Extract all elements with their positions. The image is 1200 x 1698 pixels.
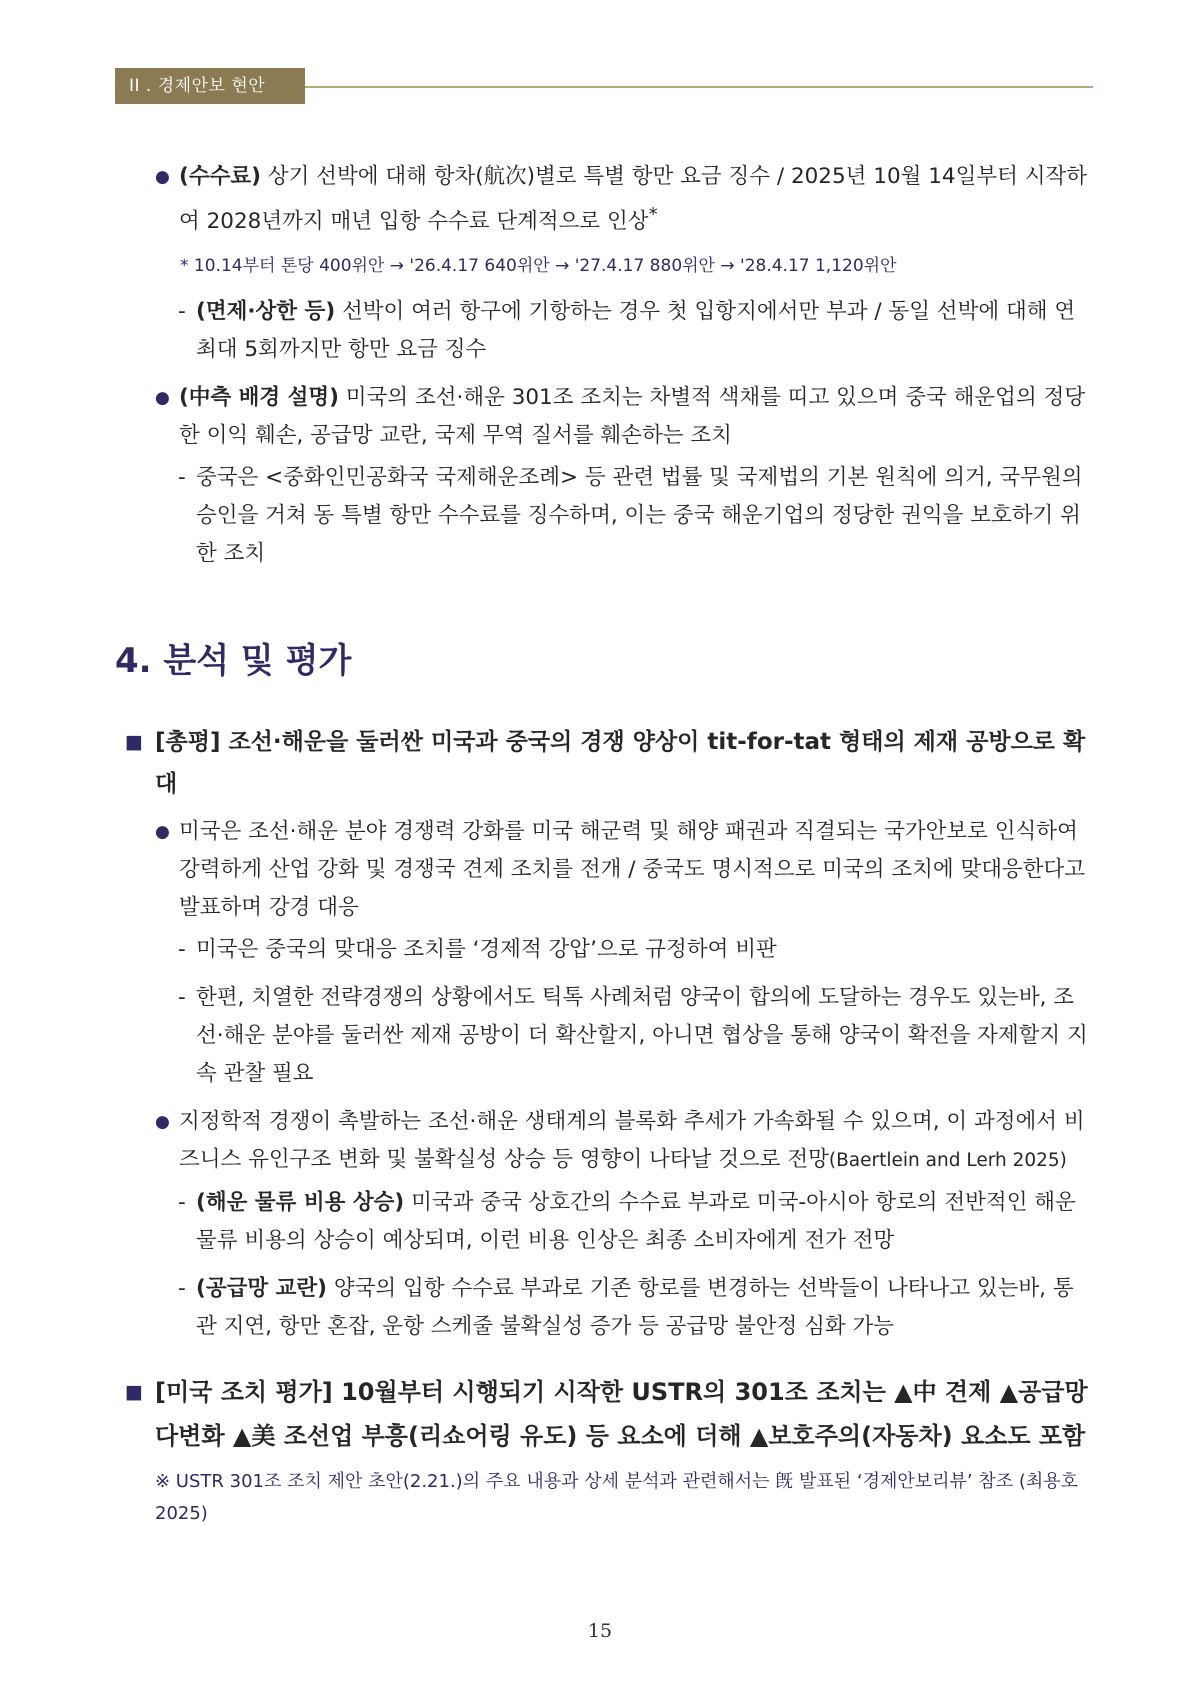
dash-label: (면제·상한 등) bbox=[196, 299, 336, 325]
us-measure-evaluation-heading bbox=[125, 1370, 1093, 1458]
dash-mark: - bbox=[178, 1190, 186, 1216]
bullet-dot-icon: ● bbox=[155, 388, 170, 409]
bullet-dot-icon: ● bbox=[155, 822, 170, 843]
bullet-label: (中측 배경 설명) bbox=[179, 385, 339, 411]
dash-observation bbox=[125, 979, 1093, 1093]
dash-text: 선박이 여러 항구에 기항하는 경우 첫 입항지에서만 부과 / 동일 선박에 대해 연 최대 5회까지만 항만 요금 징수 bbox=[196, 299, 1076, 363]
dash-economic-coercion bbox=[125, 931, 1093, 969]
bullet-text: 미국의 조선·해운 301조 조치는 차별적 색채를 띠고 있으며 중국 해운업의 정당한 이익 훼손, 공급망 교란, 국제 무역 질서를 훼손하는 조치 bbox=[179, 385, 1086, 449]
summary-text: [총평] 조선·해운을 둘러싼 미국과 중국의 경쟁 양상이 tit-for-tat 형태의 제재 공방으로 확대 bbox=[155, 729, 1086, 798]
section-header-tag: II . 경제안보 현안 bbox=[115, 68, 305, 104]
bullet-dot-icon: ● bbox=[155, 167, 170, 187]
dash-text: 한편, 치열한 전략경쟁의 상황에서도 틱톡 사례처럼 양국이 합의에 도달하는 경우도 있는바, 조선·해운 분야를 둘러싼 제재 공방이 더 확산할지, 아니면 협상을 통해 양국이 확전을 자제할지 지속 관찰 필요 bbox=[196, 985, 1088, 1087]
header-divider bbox=[305, 86, 1093, 88]
dash-mark: - bbox=[178, 299, 186, 325]
bullet-dot-icon: ● bbox=[155, 1112, 170, 1133]
document-body bbox=[115, 158, 1093, 1530]
bullet-fee bbox=[125, 158, 1093, 241]
dash-logistics-cost bbox=[125, 1184, 1093, 1260]
dash-text: 미국은 중국의 맞대응 조치를 ‘경제적 강압’으로 규정하여 비판 bbox=[196, 937, 777, 963]
page-number: 15 bbox=[587, 1620, 613, 1642]
dash-label: (공급망 교란) bbox=[196, 1276, 327, 1302]
section-title: 4. 분석 및 평가 bbox=[115, 641, 352, 682]
reference-note: ※ USTR 301조 조치 제안 초안(2.21.)의 주요 내용과 상세 분석과 관련해서는 旣 발표된 ‘경제안보리뷰’ 참조 (최용호 2025) bbox=[155, 1471, 1079, 1525]
summary-heading bbox=[125, 721, 1093, 805]
dash-text: 양국의 입항 수수료 부과로 기존 항로를 변경하는 선박들이 나타나고 있는바, 통관 지연, 항만 혼잡, 운항 스케줄 불확실성 증가 등 공급망 불안정 심화 가능 bbox=[196, 1276, 1074, 1340]
bullet-china-background bbox=[125, 379, 1093, 455]
dash-supply-chain bbox=[125, 1270, 1093, 1346]
dash-text: 중국은 <중화인민공화국 국제해운조례> 등 관련 법률 및 국제법의 기본 원칙에 의거, 국무원의 승인을 거쳐 동 특별 항만 수수료를 징수하며, 이는 중국 해운기업의 정당한 권익을 보호하기 위한 조치 bbox=[196, 465, 1083, 567]
bullet-us-strategy bbox=[125, 813, 1093, 927]
dash-mark: - bbox=[178, 465, 186, 491]
fee-schedule-note: * 10.14부터 톤당 400위안 → '26.4.17 640위안 → '27.4.17 880위안 → '28.4.17 1,120위안 bbox=[180, 256, 897, 277]
dash-china-regulation bbox=[125, 459, 1093, 573]
footnote-marker: * bbox=[648, 204, 658, 225]
dash-exemption bbox=[125, 293, 1093, 369]
bullet-text: 미국은 조선·해운 분야 경쟁력 강화를 미국 해군력 및 해양 패권과 직결되는 국가안보로 인식하여 강력하게 산업 강화 및 경쟁국 견제 조치를 전개 / 중국도 명시적으로 미국의 조치에 맞대응한다고 발표하며 강경 대응 bbox=[179, 819, 1086, 921]
bullet-text: 상기 선박에 대해 항차(航次)별로 특별 항만 요금 징수 / 2025년 10월 14일부터 시작하여 2028년까지 매년 입항 수수료 단계적으로 인상 bbox=[179, 164, 1088, 235]
citation: (Baertlein and Lerh 2025) bbox=[828, 1150, 1067, 1172]
bullet-label: (수수료) bbox=[179, 164, 261, 189]
dash-text: 미국과 중국 상호간의 수수료 부과로 미국-아시아 항로의 전반적인 해운 물류 비용의 상승이 예상되며, 이런 비용 인상은 최종 소비자에게 전가 전망 bbox=[196, 1190, 1076, 1254]
bullet-text: 지정학적 경쟁이 촉발하는 조선·해운 생태계의 블록화 추세가 가속화될 수 있으며, 이 과정에서 비즈니스 유인구조 변화 및 불확실성 상승 등 영향이 나타날 것으로 전망 bbox=[179, 1109, 1085, 1173]
dash-mark: - bbox=[178, 1276, 186, 1302]
square-bullet-icon: ■ bbox=[125, 731, 143, 754]
bullet-geopolitics bbox=[125, 1103, 1093, 1180]
dash-mark: - bbox=[178, 985, 186, 1011]
dash-label: (해운 물류 비용 상승) bbox=[196, 1190, 405, 1216]
evaluation-text: [미국 조치 평가] 10월부터 시행되기 시작한 USTR의 301조 조치는 ▲中 견제 ▲공급망 다변화 ▲美 조선업 부흥(리쇼어링 유도) 등 요소에 더해 ▲보호주의(자동차) 요소도 포함 bbox=[155, 1378, 1088, 1451]
square-bullet-icon: ■ bbox=[125, 1381, 143, 1404]
dash-mark: - bbox=[178, 937, 186, 963]
